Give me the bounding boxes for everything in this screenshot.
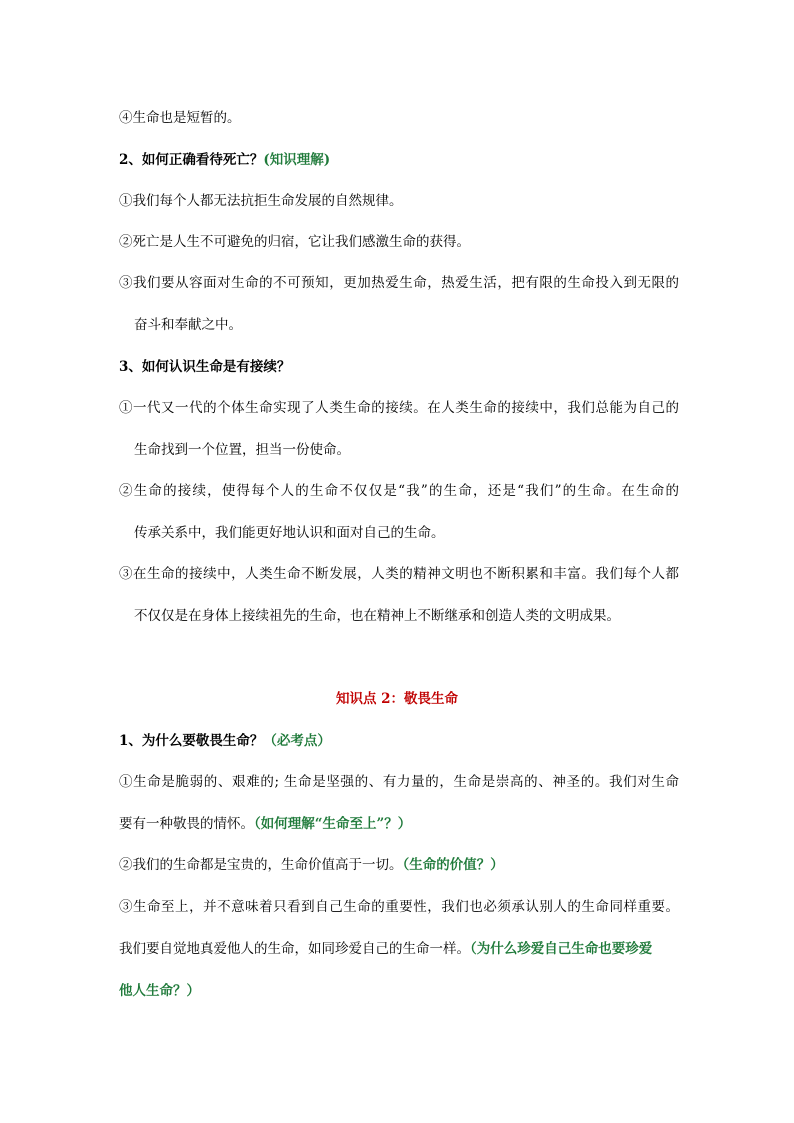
question-heading: 1、为什么要敬畏生命？（必考点） [119,733,331,749]
answer-line-continued: 奋斗和奉献之中。 [134,317,242,333]
answer-line: ②生命的接续，使得每个人的生命不仅仅是“我”的生命，还是“我们”的生命。在生命的 [119,483,679,499]
answer-line-continued: 传承关系中，我们能更好地认识和面对自己的生命。 [134,525,445,541]
answer-line: ①一代又一代的个体生命实现了人类生命的接续。在人类生命的接续中，我们总能为自己的 [119,400,679,416]
question-tag: （如何理解“生命至上”？） [254,816,412,832]
answer-line-continued: 要有一种敬畏的情怀。（如何理解“生命至上”？） [119,816,412,832]
question-tag: (知识理解) [263,152,331,168]
section-title: 知识点 2：敬畏生命 [335,691,459,707]
answer-line: ①我们每个人都无法抗拒生命发展的自然规律。 [119,193,403,209]
answer-line: ②死亡是人生不可避免的归宿，它让我们感激生命的获得。 [119,234,470,250]
answer-line-continued: 生命找到一个位置，担当一份使命。 [134,442,350,458]
question-heading: 2、如何正确看待死亡？(知识理解) [119,152,331,168]
answer-line: ④生命也是短暂的。 [119,110,241,126]
question-tag: （为什么珍爱自己生命也要珍爱 [470,941,653,957]
answer-line-continued: 我们要自觉地真爱他人的生命，如同珍爱自己的生命一样。（为什么珍爱自己生命也要珍爱 [119,941,653,957]
question-tag: （生命的价值？） [402,857,504,873]
answer-line-continued: 不仅仅是在身体上接续祖先的生命，也在精神上不断继承和创造人类的文明成果。 [134,608,620,624]
question-tag-continued: 他人生命？） [119,983,200,999]
answer-line: ②我们的生命都是宝贵的，生命价值高于一切。（生命的价值？） [119,857,504,873]
question-tag: （必考点） [263,733,331,749]
answer-line: ③我们要从容面对生命的不可预知，更加热爱生命，热爱生活，把有限的生命投入到无限的 [119,275,679,291]
answer-line: ③生命至上，并不意味着只看到自己生命的重要性，我们也必须承认别人的生命同样重要。 [119,899,679,915]
question-heading: 3、如何认识生命是有接续？ [119,359,291,375]
answer-line: ①生命是脆弱的、艰难的; 生命是坚强的、有力量的，生命是崇高的、神圣的。我们对生命 [119,774,679,790]
answer-line: ③在生命的接续中，人类生命不断发展，人类的精神文明也不断积累和丰富。我们每个人都 [119,566,679,582]
